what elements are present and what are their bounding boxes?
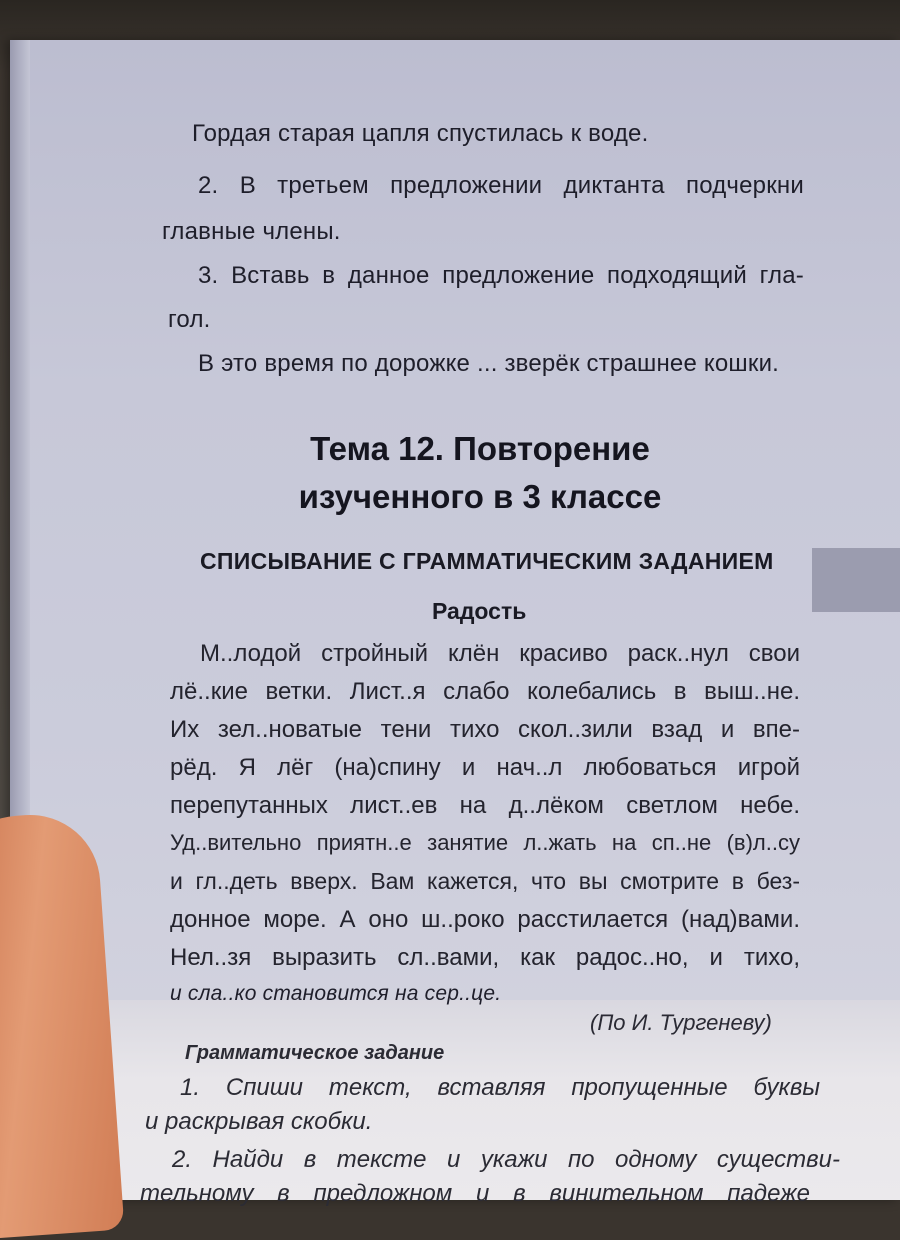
story-line-7: и гл..деть вверх. Вам кажется, что вы смотрите в без- xyxy=(170,868,800,894)
sentence-animal: В это время по дорожке ... зверёк страшнее кошки. xyxy=(198,350,780,377)
story-line-9: Нел..зя выразить сл..вами, как радос..но, и тихо, xyxy=(170,944,800,971)
task-3-line-2: гол. xyxy=(168,306,211,333)
story-line-6: Уд..вительно приятн..е занятие л..жать на сп..не (в)л..су xyxy=(170,830,800,855)
topic-title-line-2: изученного в 3 классе xyxy=(298,478,662,515)
grammar-task-1-line-1: 1. Спиши текст, вставляя пропущенные буквы xyxy=(180,1074,820,1101)
grammar-task-2-line-2: тельному в предложном и в винительном падеже xyxy=(140,1180,810,1207)
story-author: (По И. Тургеневу) xyxy=(590,1010,772,1035)
page-edge xyxy=(10,40,30,820)
page-side-tab xyxy=(812,548,900,612)
topic-title-line-1: Тема 12. Повторение xyxy=(310,430,650,467)
story-line-8: донное море. А оно ш..роко расстилается (над)вами. xyxy=(170,906,800,933)
sentence-heron: Гордая старая цапля спустилась к воде. xyxy=(192,120,649,147)
story-title: Радость xyxy=(432,598,527,624)
story-line-2: лё..кие ветки. Лист..я слабо колебались в выш..не. xyxy=(170,678,800,705)
task-2-line-2: главные члены. xyxy=(162,218,341,245)
story-line-1: М..лодой стройный клён красиво раск..нул свои xyxy=(200,640,800,667)
grammar-task-heading: Грамматическое задание xyxy=(185,1042,445,1064)
story-line-5: перепутанных лист..ев на д..лёком светлом небе. xyxy=(170,792,800,819)
grammar-task-1-line-2: и раскрывая скобки. xyxy=(145,1108,373,1135)
task-3-line-1: 3. Вставь в данное предложение подходящий гла- xyxy=(198,262,804,289)
grammar-task-2-line-1: 2. Найди в тексте и укажи по одному существи- xyxy=(172,1146,840,1173)
story-line-4: рёд. Я лёг (на)спину и нач..л любоваться игрой xyxy=(170,754,800,781)
story-line-10: и сла..ко становится на сер..це. xyxy=(170,982,502,1005)
story-line-3: Их зел..новатые тени тихо скол..зили взад и впе- xyxy=(170,716,800,743)
exercise-type: СПИСЫВАНИЕ С ГРАММАТИЧЕСКИМ ЗАДАНИЕМ xyxy=(200,548,774,574)
task-2-line-1: 2. В третьем предложении диктанта подчеркни xyxy=(198,172,804,199)
